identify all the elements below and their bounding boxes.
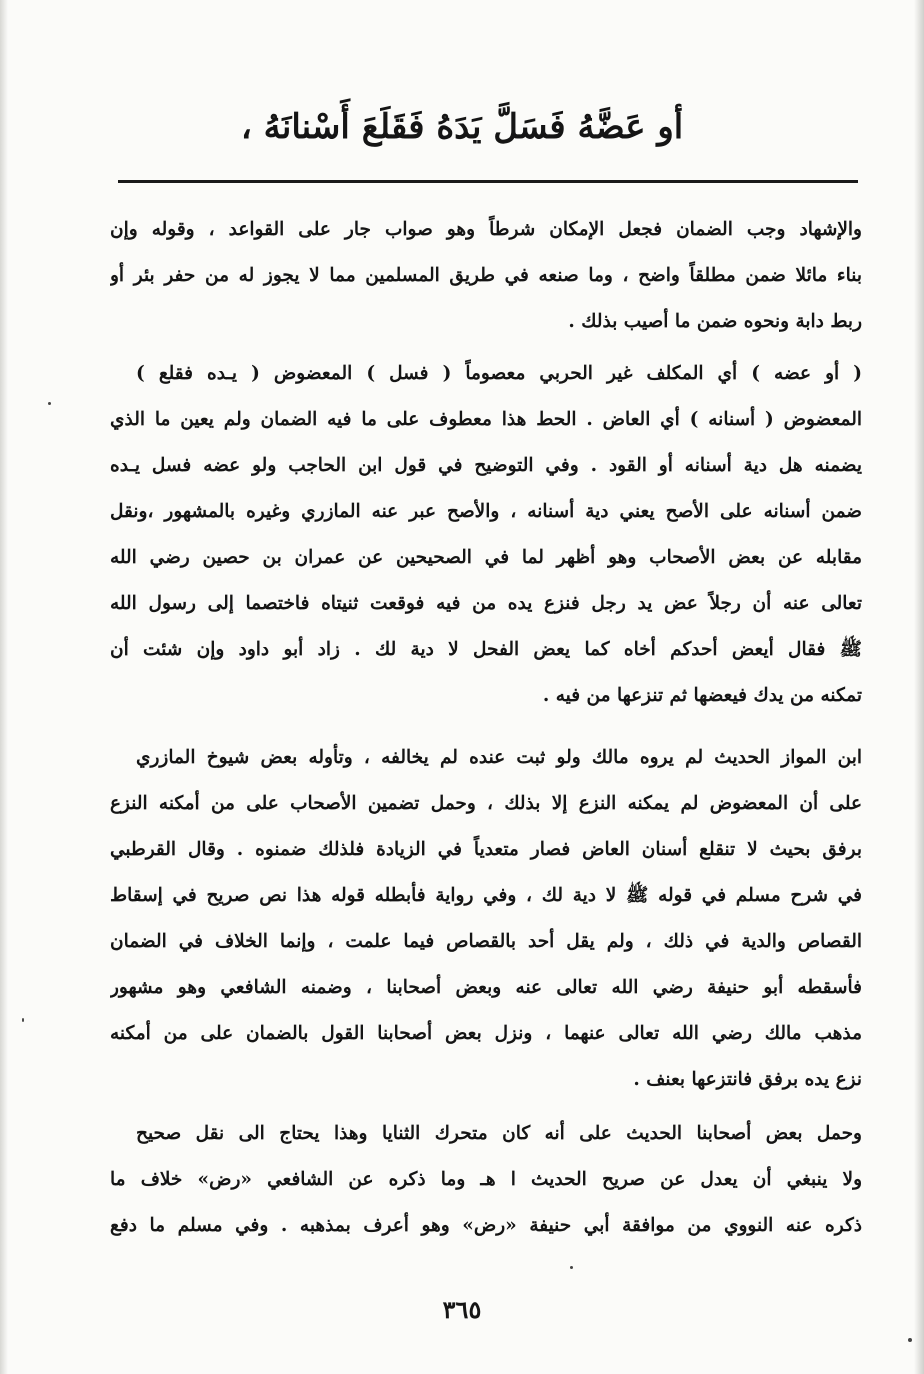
- text-line: برفق بحيث لا تنقلع أسنان العاض فصار متعدياً في الزيادة فلذلك ضمنوه . وقال القرطبي: [110, 839, 862, 860]
- text-line: ضمن أسنانه على الأصح يعني دية أسنانه ، والأصح عبر عنه المازري وغيره بالمشهور ،ونقل: [110, 501, 862, 522]
- scan-shadow-right: [914, 0, 924, 1374]
- scan-speck: [570, 1266, 573, 1269]
- text-line: ذكره عنه النووي من موافقة أبي حنيفة «رض» وهو أعرف بمذهبه . وفي مسلم ما دفع: [110, 1215, 862, 1236]
- text-line: مقابله عن بعض الأصحاب وهو أظهر لما في الصحيحين عن عمران بن حصين رضي الله: [110, 547, 862, 568]
- text-line: يضمنه هل دية أسنانه أو القود . وفي التوضيح في قول ابن الحاجب ولو عضه فسل يـده: [110, 455, 862, 476]
- text-line: وحمل بعض أصحابنا الحديث على أنه كان متحرك الثنايا وهذا يحتاج الى نقل صحيح: [136, 1123, 862, 1144]
- text-line: ﷺ فقال أيعض أحدكم أخاه كما يعض الفحل لا دية لك . زاد أبو داود وإن شئت أن: [110, 639, 862, 660]
- scan-speck: [908, 1338, 912, 1342]
- text-line: نزع يده برفق فانتزعها بعنف .: [633, 1069, 862, 1090]
- paragraph-3: [110, 738, 862, 1108]
- text-line: في شرح مسلم في قوله ﷺ لا دية لك ، وفي رواية فأبطله قوله هذا نص صريح في إسقاط: [110, 885, 862, 906]
- text-line: ربط دابة ونحوه ضمن ما أصيب بذلك .: [568, 311, 862, 332]
- text-line: ( أو عضه ) أي المكلف غير الحربي معصوماً ( فسل ) المعضوض ( يـده فقلع ): [136, 363, 862, 384]
- paragraph-2: [110, 354, 862, 724]
- text-line: بناء مائلا ضمن مطلقاً واضح ، وما صنعه في طريق المسلمين مما لا يجوز له من حفر بئر أو: [110, 265, 862, 286]
- text-line: القصاص والدية في ذلك ، ولم يقل أحد بالقصاص فيما علمت ، وإنما الخلاف في الضمان: [110, 931, 862, 952]
- text-line: تعالى عنه أن رجلاً عض يد رجل فنزع يده من فيه فوقعت ثنيتاه فاختصما إلى رسول الله: [110, 593, 862, 614]
- scan-speck: [22, 1018, 24, 1022]
- scan-speck: [48, 402, 51, 405]
- text-line: والإشهاد وجب الضمان فجعل الإمكان شرطاً وهو صواب جار على القواعد ، وقوله وإن: [110, 219, 862, 240]
- text-line: ولا ينبغي أن يعدل عن صريح الحديث ا هـ وما ذكره عن الشافعي «رض» خلاف ما: [110, 1169, 862, 1190]
- text-line: تمكنه من يدك فيعضها ثم تنزعها من فيه .: [542, 685, 862, 706]
- text-line: ابن المواز الحديث لم يروه مالك ولو ثبت عنده لم يخالفه ، وتأوله بعض شيوخ المازري: [136, 747, 862, 768]
- header-rule: [118, 180, 858, 183]
- scan-shadow-left: [0, 0, 8, 1374]
- text-line: المعضوض ( أسنانه ) أي العاض . الحط هذا معطوف على ما فيه الضمان ولم يعين ما الذي: [110, 409, 862, 430]
- text-line: مذهب مالك رضي الله تعالى عنهما ، ونزل بعض أصحابنا القول بالضمان على من أمكنه: [110, 1023, 862, 1044]
- text-line: على أن المعضوض لم يمكنه النزع إلا بذلك ، وحمل تضمين الأصحاب على من أمكنه النزع: [110, 793, 862, 814]
- text-line: فأسقطه أبو حنيفة رضي الله تعالى عنه وبعض أصحابنا ، وضمنه الشافعي وهو مشهور: [110, 977, 862, 998]
- verse-header: أو عَضَّهُ فَسَلَّ يَدَهُ فَقَلَعَ أَسْنانَهُ ،: [240, 107, 684, 147]
- paragraph-4: [110, 1114, 862, 1254]
- paragraph-1: [110, 210, 862, 330]
- page-number: ٣٦٥: [442, 1295, 482, 1324]
